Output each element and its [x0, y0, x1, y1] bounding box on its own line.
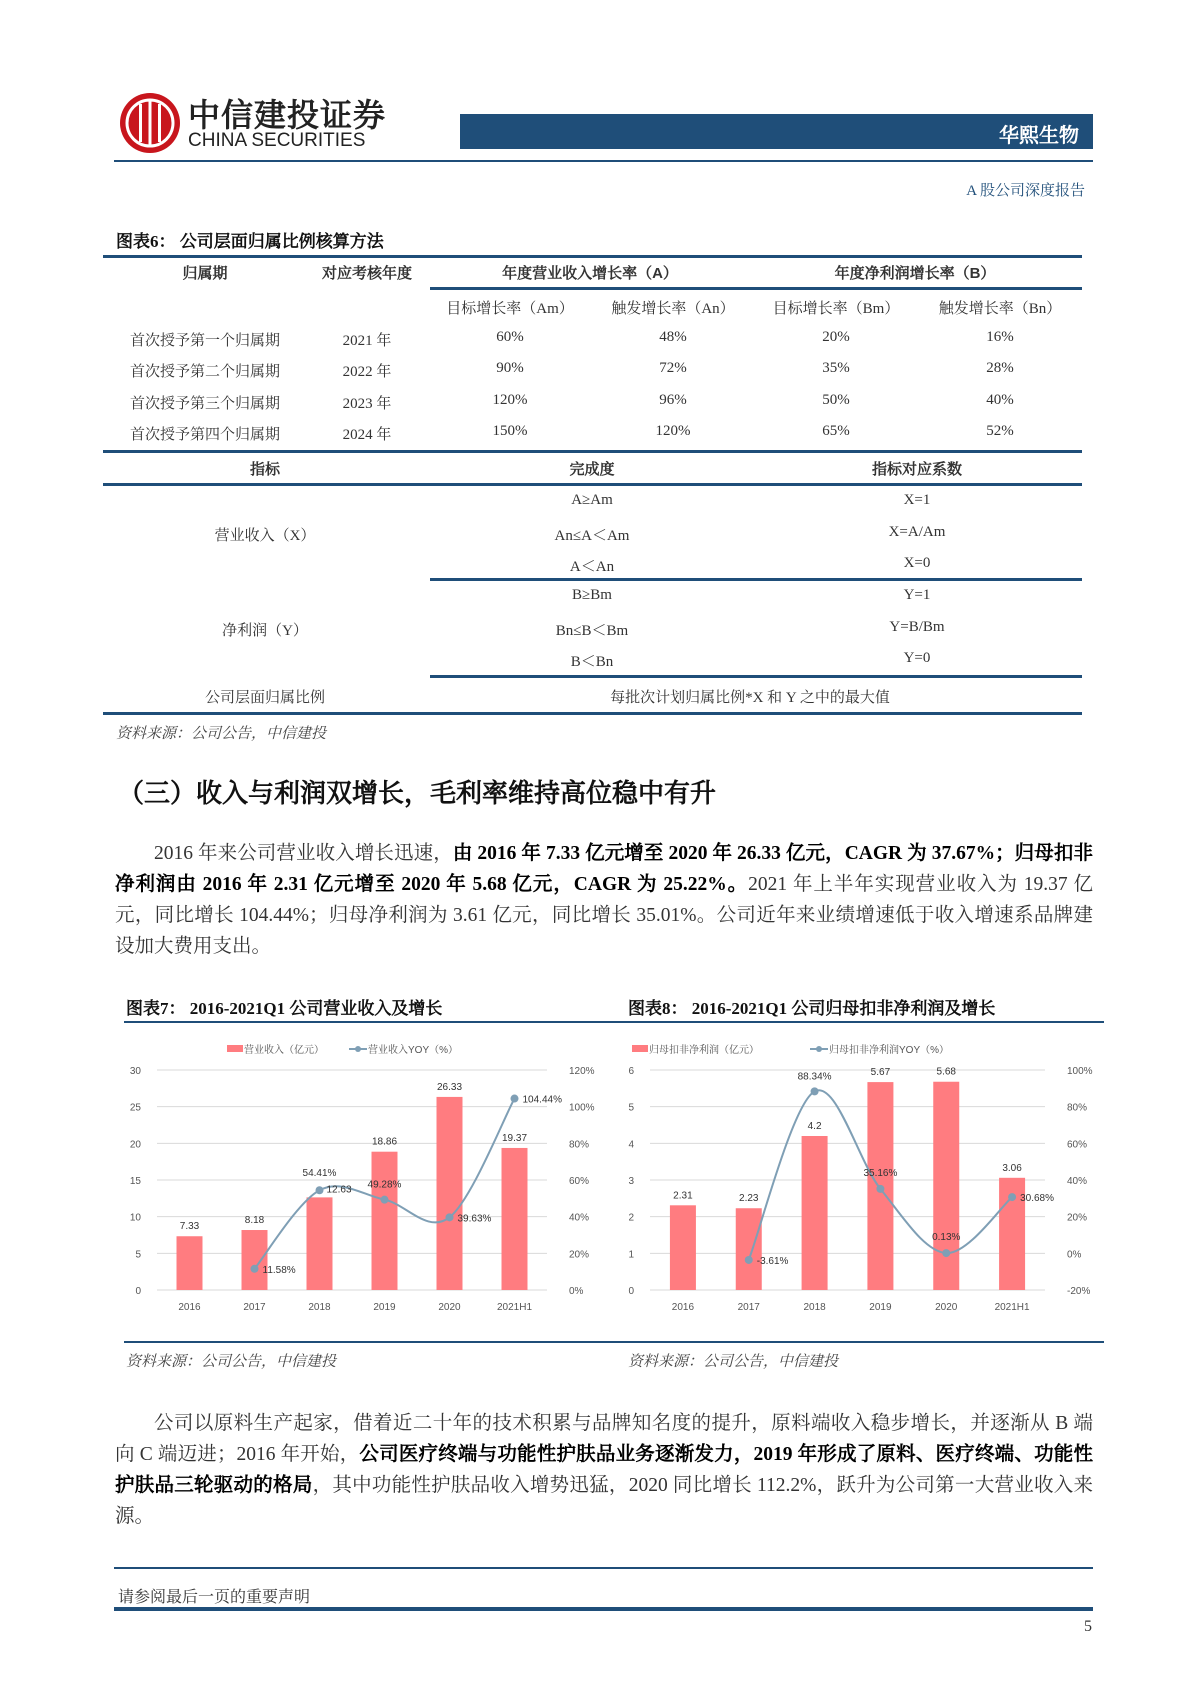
table-header: 年度营业收入增长率（A） [502, 265, 678, 282]
chart8-source: 资料来源：公司公告，中信建投 [628, 1354, 839, 1370]
bar-value-label: 2.31 [673, 1190, 693, 1202]
bar-value-label: 5.67 [870, 1067, 891, 1079]
chart8-net-profit [610, 1035, 1100, 1330]
legend-line-label: 营业收入YOY（%） [368, 1045, 459, 1056]
yoy-value-label: 88.34% [797, 1071, 832, 1083]
bar-value-label: 5.68 [936, 1066, 956, 1078]
yoy-point [446, 1213, 454, 1221]
yoy-point [745, 1256, 753, 1264]
bar [177, 1236, 203, 1290]
table-cell: 60% [496, 329, 524, 345]
y2-tick-label: 60% [1067, 1139, 1088, 1151]
yoy-value-label: 49.28% [367, 1179, 402, 1191]
completion-cell: B＜Bn [570, 654, 614, 670]
bar-value-label: 18.86 [371, 1136, 398, 1148]
table-group-divider [430, 675, 1082, 678]
y-tick-label: 15 [129, 1176, 141, 1187]
table-header: 完成度 [569, 461, 615, 478]
charts-top-divider [124, 1021, 1104, 1023]
x-tick-label: 2016 [671, 1302, 695, 1313]
yoy-point [316, 1186, 324, 1194]
y-tick-label: 0 [628, 1286, 634, 1297]
table-top-rule [103, 255, 1082, 258]
table-subheader: 触发增长率（An） [611, 301, 735, 317]
y2-tick-label: 0% [1067, 1249, 1082, 1261]
final-row-label: 公司层面归属比例 [204, 690, 326, 706]
yoy-point [251, 1265, 259, 1273]
table6-source: 资料来源：公司公告，中信建投 [116, 726, 327, 742]
company-logo [118, 90, 387, 156]
x-tick-label: 2016 [178, 1302, 201, 1313]
completion-cell: Bn≤B＜Bm [555, 623, 629, 639]
header-divider [114, 160, 1093, 162]
yoy-value-label: 0.13% [932, 1232, 961, 1244]
table-cell: 50% [822, 392, 850, 408]
y2-tick-label: 0% [569, 1286, 584, 1297]
table-group-divider [430, 578, 1082, 581]
table-cell: 2021 年 [342, 333, 392, 349]
x-tick-label: 2017 [737, 1302, 760, 1313]
yoy-value-label: 104.44% [522, 1094, 562, 1106]
y-tick-label: 30 [129, 1066, 141, 1077]
logo-en-text: CHINA SECURITIES [188, 130, 366, 151]
bar [242, 1230, 268, 1290]
bar-value-label: 19.37 [501, 1132, 528, 1144]
y-tick-label: 20 [129, 1139, 141, 1151]
legend-line-label: 归母扣非净利润YOY（%） [829, 1045, 950, 1056]
yoy-point [942, 1249, 950, 1257]
legend-bar-swatch [632, 1045, 648, 1052]
final-row-value: 每批次计划归属比例*X 和 Y 之中的最大值 [610, 690, 890, 706]
bar-value-label: 4.2 [807, 1121, 822, 1132]
y2-tick-label: 80% [569, 1139, 590, 1151]
table6-title: 图表6： 公司层面归属比例核算方法 [116, 232, 384, 251]
indicator-label: 净利润（Y） [222, 623, 308, 639]
table-header: 对应考核年度 [321, 265, 413, 282]
table-cell: 首次授予第三个归属期 [129, 396, 281, 412]
chart7-source: 资料来源：公司公告，中信建投 [126, 1354, 337, 1370]
table-cell: 16% [986, 329, 1014, 345]
x-tick-label: 2021H1 [994, 1302, 1030, 1313]
table-subheader: 触发增长率（Bn） [938, 301, 1062, 317]
y-tick-label: 4 [628, 1139, 634, 1151]
bar [736, 1208, 762, 1290]
table-cell: 2023 年 [342, 396, 392, 412]
table-subheader: 目标增长率（Bm） [772, 301, 900, 317]
yoy-point [511, 1095, 519, 1103]
table-cell: 65% [822, 423, 850, 439]
x-tick-label: 2018 [803, 1302, 826, 1313]
y-tick-label: 3 [628, 1176, 634, 1187]
coefficient-cell: X=1 [903, 492, 931, 508]
yoy-point [876, 1185, 884, 1193]
footer-disclaimer[interactable]: 请参阅最后一页的重要声明 [118, 1589, 311, 1606]
bar [307, 1197, 333, 1290]
legend-line-marker [355, 1046, 361, 1052]
chart8-title: 图表8： 2016-2021Q1 公司归母扣非净利润及增长 [628, 999, 996, 1018]
table-mid-rule [103, 450, 1082, 453]
table-cell: 首次授予第二个归属期 [129, 364, 281, 380]
table-cell: 120% [492, 392, 528, 408]
table-cell: 120% [655, 423, 691, 439]
yoy-point [811, 1087, 819, 1095]
paragraph-business-model [115, 1408, 1093, 1532]
chart7-revenue [120, 1035, 600, 1330]
y2-tick-label: 100% [569, 1102, 595, 1114]
y2-tick-label: -20% [1067, 1286, 1091, 1297]
x-tick-label: 2020 [438, 1302, 461, 1313]
bar [670, 1205, 696, 1290]
y2-tick-label: 40% [569, 1212, 590, 1224]
coefficient-cell: X=0 [903, 555, 931, 571]
yoy-point [381, 1196, 389, 1204]
text-segment: ，其中功能性护肤品收入增势迅猛，2020 同比增长 112.2%，跃升为公司第一大营业收入来源。 [115, 1475, 1093, 1527]
y2-tick-label: 40% [1067, 1176, 1088, 1187]
table-cell: 90% [496, 360, 524, 376]
text-segment: 公司以原料生产起家，借着近二十年的技术积累与品牌知名度的提升，原料端收入稳步增长，并逐渐从 B 端向 C 端迈进；2016 年开始， [115, 1413, 1093, 1465]
y-tick-label: 1 [628, 1249, 634, 1261]
coefficient-cell: Y=B/Bm [889, 619, 945, 635]
table-cell: 20% [822, 329, 850, 345]
table-bottom-rule [103, 712, 1082, 715]
y2-tick-label: 20% [1067, 1212, 1088, 1224]
table-header: 指标 [249, 461, 281, 478]
bar [802, 1136, 828, 1290]
x-tick-label: 2020 [935, 1302, 958, 1313]
bar [372, 1152, 398, 1290]
company-name: 华熙生物 [999, 125, 1079, 147]
x-tick-label: 2017 [243, 1302, 266, 1313]
y2-tick-label: 60% [569, 1176, 590, 1187]
table-cell: 48% [659, 329, 687, 345]
y-tick-label: 0 [135, 1286, 141, 1297]
table-cell: 首次授予第一个归属期 [129, 333, 281, 349]
bar-value-label: 12.63 [326, 1184, 352, 1196]
company-banner [460, 114, 1093, 149]
table-cell: 40% [986, 392, 1014, 408]
table-cell: 首次授予第四个归属期 [129, 427, 281, 443]
y2-tick-label: 120% [569, 1066, 595, 1077]
footer-divider [114, 1567, 1093, 1569]
completion-cell: A≥Am [571, 492, 613, 508]
bar-value-label: 3.06 [1002, 1162, 1022, 1174]
y-tick-label: 25 [129, 1102, 141, 1114]
legend-bar-label: 营业收入（亿元） [244, 1045, 324, 1056]
table-group-rule [430, 287, 1082, 290]
yoy-value-label: 39.63% [457, 1213, 492, 1225]
yoy-value-label: 54.41% [302, 1168, 337, 1180]
y-tick-label: 6 [628, 1066, 634, 1077]
x-tick-label: 2021H1 [496, 1302, 533, 1313]
bar-value-label: 8.18 [244, 1215, 265, 1227]
completion-cell: A＜An [569, 559, 615, 575]
indicator-label: 营业收入（X） [214, 528, 316, 544]
yoy-point [1008, 1193, 1016, 1201]
y-tick-label: 5 [135, 1249, 141, 1261]
bar [502, 1148, 528, 1290]
table-cell: 52% [986, 423, 1014, 439]
table-cell: 2022 年 [342, 364, 392, 380]
coefficient-cell: Y=1 [903, 587, 931, 603]
bar-value-label: 2.23 [739, 1193, 759, 1205]
table-cell: 2024 年 [342, 427, 392, 443]
text-segment-bold: 由 2016 年 7.33 亿元增至 2020 年 26.33 亿元，CAGR 为 37.67%；归母扣非净利润由 2016 年 2.31 亿元增至 2020 年 5.68 亿元，CAGR 为 25.22%。 [115, 843, 1093, 895]
table-cell: 150% [492, 423, 528, 439]
logo-cn-text: 中信建投证券 [188, 97, 387, 133]
y-tick-label: 5 [628, 1102, 634, 1114]
y-tick-label: 2 [628, 1212, 634, 1224]
legend-line-marker [816, 1046, 822, 1052]
y2-tick-label: 80% [1067, 1102, 1088, 1114]
x-tick-label: 2018 [308, 1302, 331, 1313]
table-cell: 96% [659, 392, 687, 408]
yoy-value-label: 35.16% [863, 1167, 898, 1179]
yoy-value-label: 11.58% [262, 1264, 296, 1276]
table-header: 年度净利润增长率（B） [834, 265, 996, 282]
y2-tick-label: 100% [1067, 1066, 1093, 1077]
legend-bar-swatch [227, 1045, 243, 1052]
text-segment-bold: 公司医疗终端与功能性护肤品业务逐渐发力，2019 年形成了原料、医疗终端、功能性护肤品三轮驱动的格局 [115, 1444, 1093, 1496]
y-tick-label: 10 [129, 1212, 141, 1224]
bar-value-label: 26.33 [436, 1081, 463, 1093]
text-segment: 2016 年来公司营业收入增长迅速， [154, 843, 453, 864]
page-number: 5 [1084, 1618, 1092, 1635]
completion-cell: An≤A＜Am [554, 528, 630, 544]
text-segment: 2021 年上半年实现营业收入为 19.37 亿元，同比增长 104.44%；归母净利润为 3.61 亿元，同比增长 35.01%。公司近年来业绩增速低于收入增速系品牌建设加大费用支出。 [115, 874, 1093, 957]
x-tick-label: 2019 [869, 1302, 892, 1313]
table-cell: 28% [986, 360, 1014, 376]
table-subheader: 目标增长率（Am） [446, 301, 574, 317]
footer-thick-divider [114, 1607, 1093, 1611]
table-header2-rule [103, 483, 1082, 486]
coefficient-cell: Y=0 [903, 650, 931, 666]
table-cell: 72% [659, 360, 687, 376]
bar-value-label: 7.33 [179, 1221, 200, 1233]
table-header: 归属期 [182, 265, 228, 282]
y2-tick-label: 20% [569, 1249, 590, 1261]
yoy-value-label: -3.61% [756, 1255, 789, 1267]
paragraph-revenue-growth [115, 838, 1093, 962]
logo-emblem-icon [118, 90, 182, 156]
chart7-title: 图表7： 2016-2021Q1 公司营业收入及增长 [126, 999, 443, 1018]
section-heading: （三）收入与利润双增长，毛利率维持高位稳中有升 [118, 778, 717, 808]
report-type: A 股公司深度报告 [966, 183, 1085, 199]
bar [437, 1097, 463, 1290]
completion-cell: B≥Bm [572, 587, 612, 603]
table-cell: 35% [822, 360, 850, 376]
legend-bar-label: 归母扣非净利润（亿元） [649, 1045, 759, 1056]
charts-bottom-divider [124, 1341, 1104, 1343]
x-tick-label: 2019 [373, 1302, 396, 1313]
table-header: 指标对应系数 [871, 461, 963, 478]
bar [933, 1082, 959, 1290]
yoy-value-label: 30.68% [1020, 1193, 1055, 1205]
coefficient-cell: X=A/Am [888, 524, 946, 540]
